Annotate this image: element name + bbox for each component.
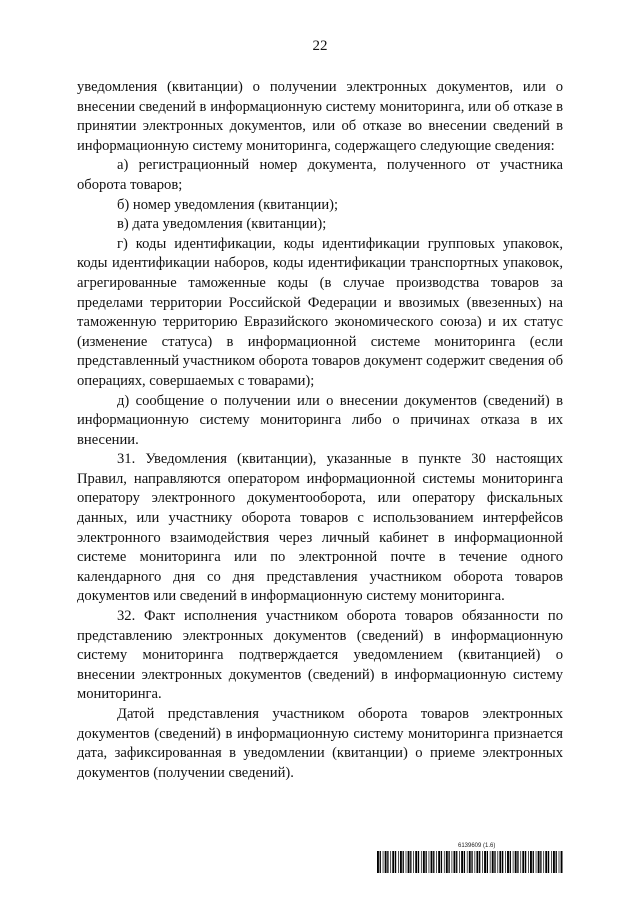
page-number: 22 — [312, 38, 328, 54]
paragraph-item-v: в) дата уведомления (квитанции); — [117, 216, 327, 233]
barcode-label: 6139609 (1.6) — [458, 843, 496, 849]
paragraph-notification-intro: уведомления (квитанции) о получении электронных документов, или о внесении сведений в информационную систему мониторинга, или об отказе в принятии электронных документов, или об отказе во внесении сведений в информационную систему мониторинга, содержащего следующие сведения: — [77, 79, 563, 154]
paragraph-item-g: г) коды идентификации, коды идентификации групповых упаковок, коды идентификации наборов, коды идентификации транспортных упаковок, агрегированные таможенные коды (в случае производства товаров за пределами территории Российской Федерации и ввозимых (ввезенных) на таможенную территорию Евразийского экономического союза) и их статус (изменение статуса) в информационной системе мониторинга (если представленный участником оборота товаров документ содержит сведения об операциях, совершаемых с товарами); — [77, 235, 563, 389]
paragraph-item-a: а) регистрационный номер документа, полученного от участника оборота товаров; — [77, 157, 563, 193]
document-body — [77, 78, 563, 783]
paragraph-clause-31: 31. Уведомления (квитанции), указанные в пункте 30 настоящих Правил, направляются оператором информационной системы мониторинга оператору электронного документооборота, или оператору фискальных данных, или участнику оборота товаров с использованием интерфейсов электронного взаимодействия через личный кабинет в информационной системе мониторинга или по электронной почте в течение одного календарного дня со дня представления участником оборота товаров документов или сведений в информационную систему мониторинга. — [77, 451, 563, 605]
paragraph-clause-32: 32. Факт исполнения участником оборота товаров обязанности по представлению электронных документов (сведений) в информационную систему мониторинга подтверждается уведомлением (квитанцией) о внесении электронных документов (сведений) в информационную систему мониторинга. — [77, 608, 563, 703]
paragraph-item-b: б) номер уведомления (квитанции); — [117, 196, 339, 213]
paragraph-submission-date: Датой представления участником оборота товаров электронных документов (сведений) в информационную систему мониторинга признается дата, зафиксированная в уведомлении (квитанции) о приеме электронных документов (получении сведений). — [77, 706, 563, 781]
barcode-image — [377, 851, 565, 873]
paragraph-item-d: д) сообщение о получении или о внесении документов (сведений) в информационную систему мониторинга либо о причинах отказа в их внесении. — [77, 392, 563, 448]
